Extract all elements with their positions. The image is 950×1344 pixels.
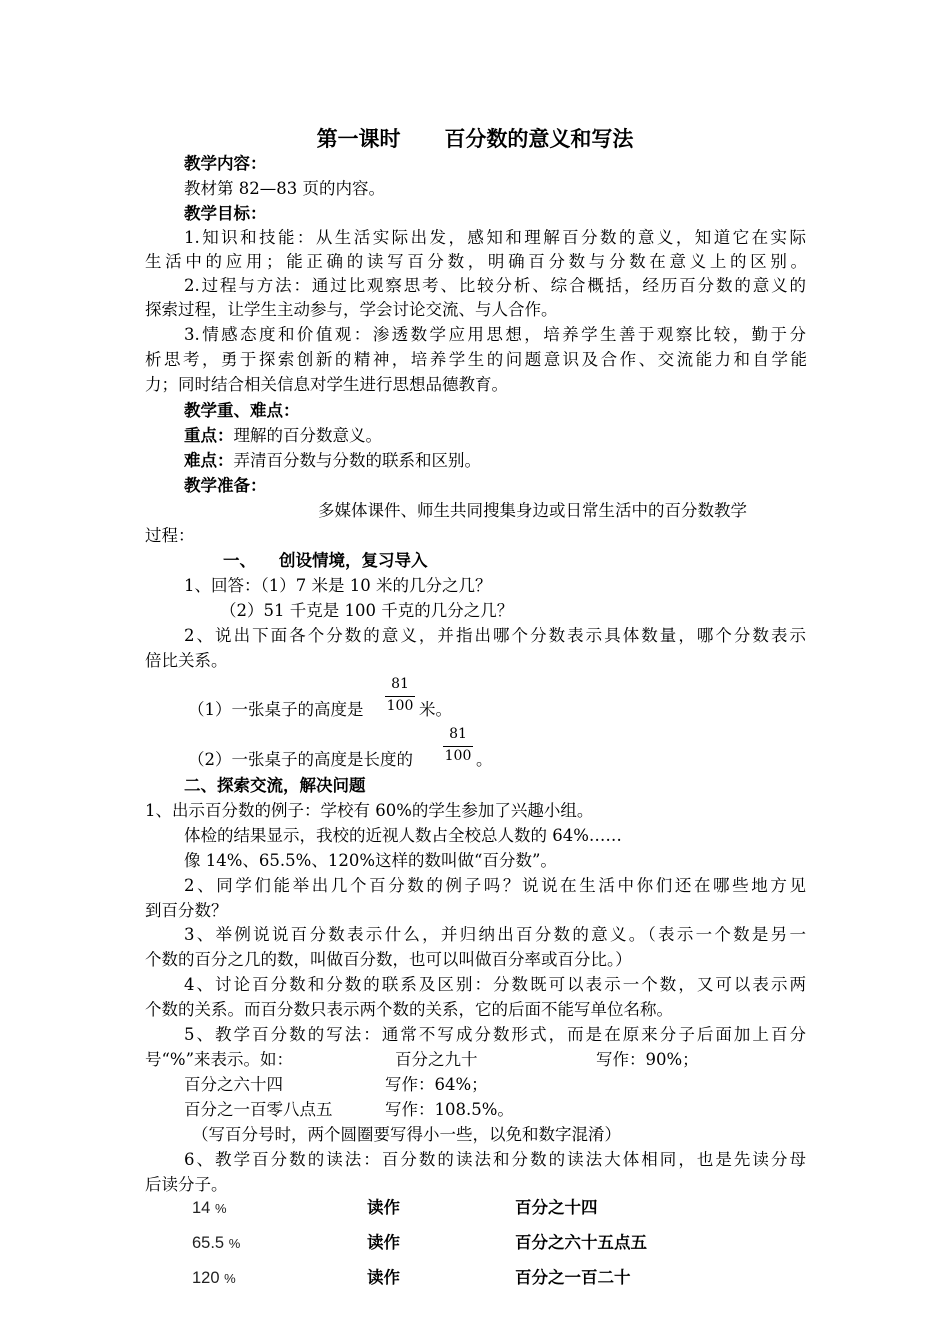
review-question-3-line2: 倍比关系。 bbox=[145, 651, 228, 670]
para-7-line2b: 百分之九十 bbox=[395, 1050, 478, 1069]
para-4-line1: 2、同学们能举出几个百分数的例子吗？说说在生活中你们还在哪些地方见 bbox=[184, 876, 806, 895]
goals-heading: 教学目标： bbox=[184, 204, 267, 223]
reading-row-1-words: 百分之十四 bbox=[515, 1198, 598, 1217]
example-2-prefix: （2）一张桌子的高度是长度的 bbox=[188, 750, 413, 769]
goal1-line1: 1.知识和技能：从生活实际出发，感知和理解百分数的意义，知道它在实际 bbox=[184, 228, 806, 247]
goal3-line2: 析思考，勇于探索创新的精神，培养学生的问题意识及合作、交流能力和自学能 bbox=[145, 350, 807, 369]
para-6-line2: 个数的关系。而百分数只表示两个数的关系，它的后面不能写单位名称。 bbox=[145, 1000, 673, 1019]
example-1-suffix: 米。 bbox=[419, 700, 452, 719]
reading-row-1-verb: 读作 bbox=[367, 1198, 400, 1217]
para-5-line1: 3、举例说说百分数表示什么，并归纳出百分数的意义。（表示一个数是另一 bbox=[184, 925, 806, 944]
difficult-point: 难点：弄清百分数与分数的联系和区别。 bbox=[184, 451, 481, 470]
goal2-line1: 2.过程与方法：通过比观察思考、比较分析、综合概括，经历百分数的意义的 bbox=[184, 276, 806, 295]
reading-row-3-number: 120 % bbox=[192, 1269, 236, 1287]
key-heading: 教学重、难点： bbox=[184, 401, 300, 420]
fraction-1-bar bbox=[385, 696, 415, 697]
para-9b: 写作：108.5%。 bbox=[385, 1100, 514, 1119]
reading-row-2-words: 百分之六十五点五 bbox=[515, 1233, 647, 1252]
reading-row-2-number: 65.5 % bbox=[192, 1234, 241, 1252]
fraction-2-numerator: 81 bbox=[449, 726, 467, 742]
para-7-line2c: 写作：90%； bbox=[596, 1050, 699, 1069]
para-8b: 写作：64%； bbox=[385, 1075, 488, 1094]
fraction-1-denominator: 100 bbox=[386, 698, 414, 714]
para-10: （写百分号时，两个圆圈要写得小一些，以免和数字混淆） bbox=[192, 1125, 621, 1144]
para-5-line2: 个数的百分之几的数，叫做百分数，也可以叫做百分率或百分比。） bbox=[145, 950, 632, 969]
para-1: 1、出示百分数的例子：学校有 60%的学生参加了兴趣小组。 bbox=[145, 801, 594, 820]
para-7-line2a: 号“%”来表示。如： bbox=[145, 1050, 294, 1069]
section2-heading: 二、探索交流，解决问题 bbox=[184, 776, 366, 795]
fraction-2-denominator: 100 bbox=[444, 748, 472, 764]
review-question-2: （2）51 千克是 100 千克的几分之几？ bbox=[220, 601, 514, 620]
example-1-prefix: （1）一张桌子的高度是 bbox=[188, 700, 364, 719]
reading-row-3-verb: 读作 bbox=[367, 1268, 400, 1287]
page-title: 第一课时 百分数的意义和写法 bbox=[316, 126, 634, 151]
para-8a: 百分之六十四 bbox=[184, 1075, 283, 1094]
reading-row-1-number: 14 % bbox=[192, 1199, 227, 1217]
goal2-line2: 探索过程，让学生主动参与，学会讨论交流、与人合作。 bbox=[145, 300, 558, 319]
process-label: 过程： bbox=[145, 526, 195, 545]
fraction-2-bar bbox=[443, 746, 473, 747]
prep-text: 多媒体课件、师生共同搜集身边或日常生活中的百分数教学 bbox=[318, 501, 747, 520]
content-text: 教材第 82—83 页的内容。 bbox=[184, 179, 385, 198]
fraction-1-numerator: 81 bbox=[391, 676, 409, 692]
content-heading: 教学内容： bbox=[184, 154, 267, 173]
example-2-suffix: 。 bbox=[476, 750, 493, 769]
para-6-line1: 4、讨论百分数和分数的联系及区别：分数既可以表示一个数，又可以表示两 bbox=[184, 975, 806, 994]
para-7-line1: 5、教学百分数的写法：通常不写成分数形式，而是在原来分子后面加上百分 bbox=[184, 1025, 806, 1044]
para-11-line2: 后读分子。 bbox=[145, 1175, 228, 1194]
para-3: 像 14%、65.5%、120%这样的数叫做“百分数”。 bbox=[184, 851, 557, 870]
goal1-line2: 生活中的应用；能正确的读写百分数，明确百分数与分数在意义上的区别。 bbox=[145, 252, 807, 271]
key-point: 重点：理解的百分数意义。 bbox=[184, 426, 382, 445]
para-9a: 百分之一百零八点五 bbox=[184, 1100, 333, 1119]
section1-heading: 一、 创设情境，复习导入 bbox=[223, 551, 428, 570]
para-2: 体检的结果显示，我校的近视人数占全校总人数的 64%…… bbox=[184, 826, 622, 845]
prep-heading: 教学准备： bbox=[184, 476, 267, 495]
goal3-line1: 3.情感态度和价值观：渗透数学应用思想，培养学生善于观察比较，勤于分 bbox=[184, 325, 806, 344]
reading-row-2-verb: 读作 bbox=[367, 1233, 400, 1252]
goal3-line3: 力；同时结合相关信息对学生进行思想品德教育。 bbox=[145, 375, 508, 394]
reading-row-3-words: 百分之一百二十 bbox=[515, 1268, 631, 1287]
review-question-3-line1: 2、说出下面各个分数的意义，并指出哪个分数表示具体数量，哪个分数表示 bbox=[184, 626, 806, 645]
para-11-line1: 6、教学百分数的读法：百分数的读法和分数的读法大体相同，也是先读分母 bbox=[184, 1150, 806, 1169]
para-4-line2: 到百分数？ bbox=[145, 901, 228, 920]
review-question-1: 1、回答：（1）7 米是 10 米的几分之几？ bbox=[184, 576, 492, 595]
